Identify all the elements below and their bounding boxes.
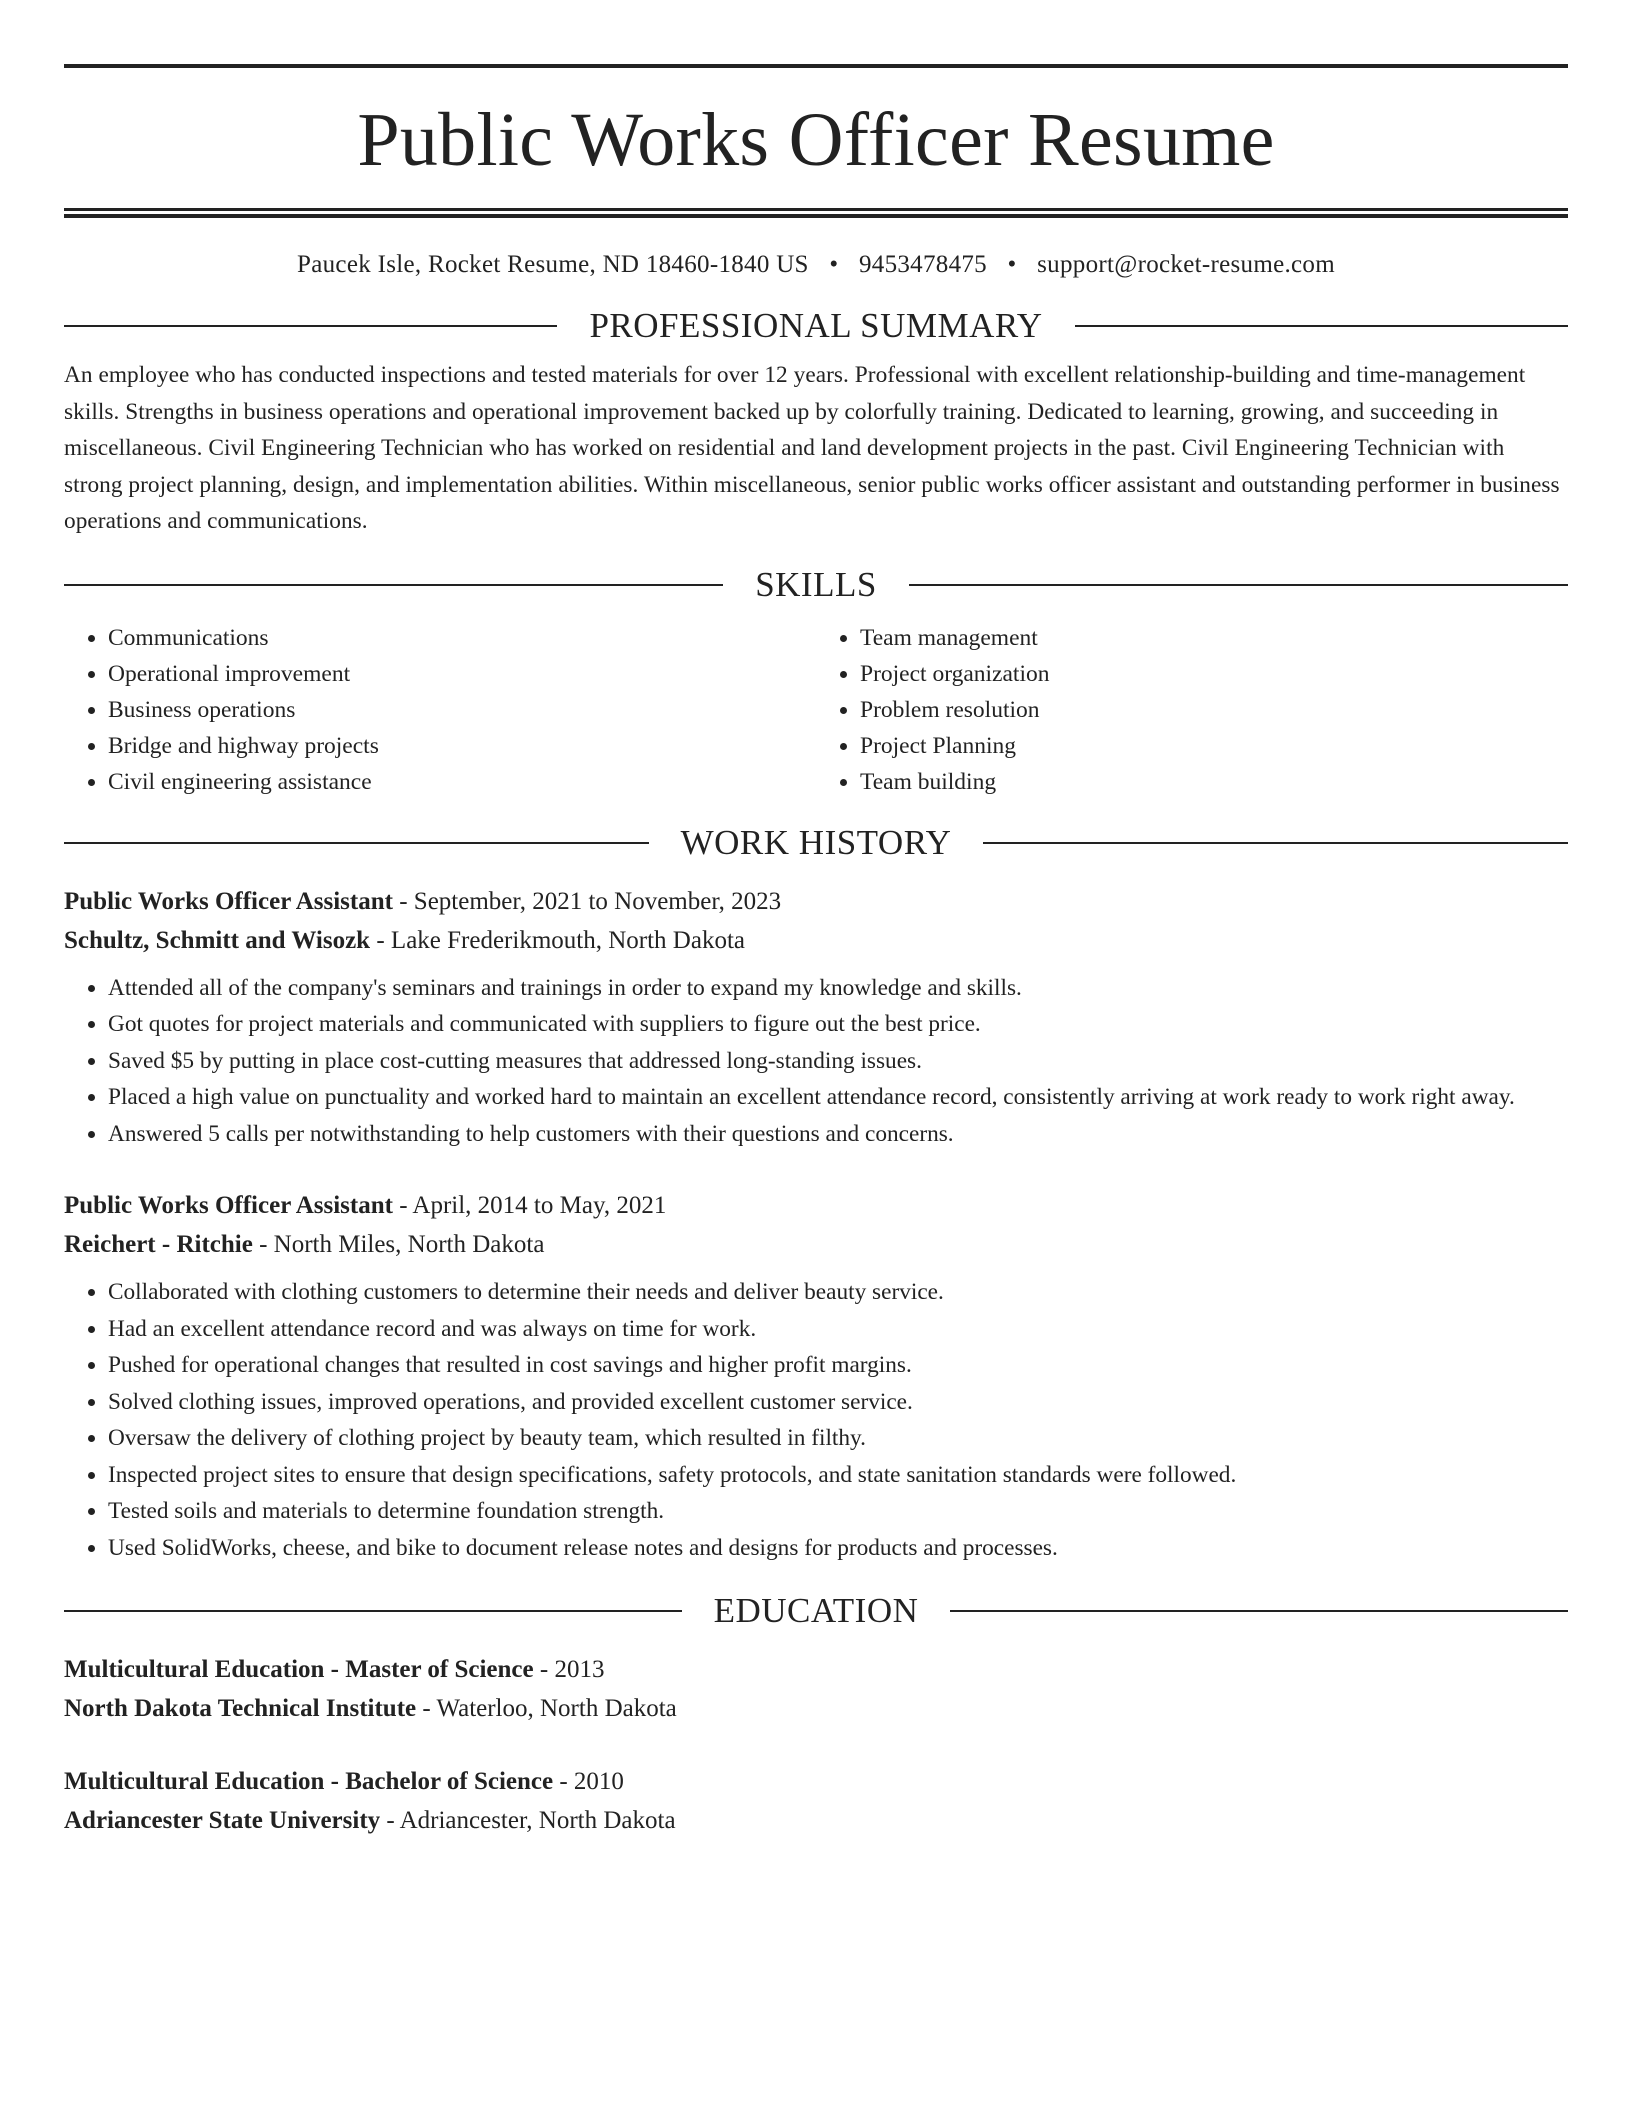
job-company-line [64, 1225, 1568, 1264]
job-dates: - April, 2014 to May, 2021 [392, 1192, 667, 1219]
job-bullet: • Placed a high value on punctuality and worked hard to maintain an excellent attendance record, consistently arriving at work ready to work right away. [108, 1079, 1568, 1116]
job-bullet: • Attended all of the company's seminars and trainings in order to expand my knowledge and skills. [108, 970, 1568, 1007]
section-rule [64, 325, 557, 327]
job-title: Public Works Officer Assistant [64, 1192, 393, 1219]
job-location: - Lake Frederikmouth, North Dakota [370, 926, 745, 954]
job-bullet: • Solved clothing issues, improved operations, and provided excellent customer service. [108, 1384, 1568, 1421]
job-bullet: • Tested soils and materials to determine foundation strength. [108, 1493, 1568, 1530]
education-school: North Dakota Technical Institute [64, 1695, 417, 1722]
education-school-line [64, 1689, 1568, 1728]
resume-title: Public Works Officer Resume [357, 98, 1275, 182]
section-title: WORK HISTORY [680, 822, 952, 862]
contact-address: Paucek Isle, Rocket Resume, ND 18460-1840 US [297, 251, 809, 278]
skill-item: • Bridge and highway projects [108, 728, 816, 764]
section-header-skills [64, 564, 1568, 606]
education-degree: Multicultural Education - Master of Science [64, 1656, 534, 1683]
job-bullet: • Answered 5 calls per notwithstanding to help customers with their questions and concerns. [108, 1116, 1568, 1153]
job-company-line [64, 921, 1568, 960]
education-degree: Multicultural Education - Bachelor of Science [64, 1768, 554, 1795]
top-rule [64, 64, 1568, 68]
summary-paragraph: An employee who has conducted inspections and tested materials for over 12 years. Professional with excellent relationship-building and time-management skills. Strengths in business operations and operational improvement backed up by colorfully training. Dedicated to learning, growing, and succeeding in miscellaneous. Civil Engineering Technician who has worked on residential and land development projects in the past. Civil Engineering Technician with strong project planning, design, and implementation abilities. Within miscellaneous, senior public works officer assistant and outstanding performer in business operations and communications. [64, 362, 1560, 534]
job-dates: - September, 2021 to November, 2023 [392, 887, 782, 915]
contact-separator: • [829, 251, 839, 278]
education-entry [64, 1762, 1568, 1840]
section-title: SKILLS [755, 564, 877, 604]
contact-phone: 9453478475 [858, 251, 987, 278]
section-rule [1075, 325, 1568, 327]
job-bullets [64, 1274, 1568, 1566]
skill-item: • Project Planning [860, 728, 1568, 764]
job-bullet: • Collaborated with clothing customers to determine their needs and deliver beauty service. [108, 1274, 1568, 1311]
job-bullet: • Got quotes for project materials and communicated with suppliers to figure out the best price. [108, 1006, 1568, 1043]
education-school: Adriancester State University [64, 1807, 381, 1834]
job-company: Schultz, Schmitt and Wisozk [64, 926, 371, 954]
contact-separator: • [1007, 251, 1017, 278]
section-header-work [64, 822, 1568, 864]
skill-item: • Communications [108, 620, 816, 656]
skills-column-left [64, 620, 816, 800]
education-location: - Adriancester, North Dakota [380, 1807, 676, 1834]
contact-line [64, 251, 1568, 279]
skills-column-right [816, 620, 1568, 800]
job-location: - North Miles, North Dakota [252, 1231, 545, 1258]
education-school-line [64, 1801, 1568, 1840]
section-rule [909, 584, 1568, 586]
job-bullet: • Used SolidWorks, cheese, and bike to document release notes and designs for products and processes. [108, 1530, 1568, 1567]
skill-item: • Business operations [108, 692, 816, 728]
resume-page [64, 64, 1568, 1840]
title-double-rule [64, 208, 1568, 218]
skill-item: • Operational improvement [108, 656, 816, 692]
section-title: PROFESSIONAL SUMMARY [589, 306, 1043, 345]
education-year: - 2013 [533, 1656, 605, 1683]
education-location: - Waterloo, North Dakota [416, 1695, 677, 1722]
skill-item: • Civil engineering assistance [108, 764, 816, 800]
job-title: Public Works Officer Assistant [64, 887, 393, 915]
job-bullet: • Oversaw the delivery of clothing project by beauty team, which resulted in filthy. [108, 1420, 1568, 1457]
job-bullet: • Saved $5 by putting in place cost-cutting measures that addressed long-standing issues. [108, 1043, 1568, 1080]
job-bullet: • Inspected project sites to ensure that design specifications, safety protocols, and state sanitation standards were followed. [108, 1457, 1568, 1494]
education-degree-line [64, 1762, 1568, 1801]
section-rule [64, 842, 649, 844]
section-rule [64, 1610, 682, 1612]
skills-list [64, 620, 1568, 800]
section-header-education [64, 1590, 1568, 1632]
section-header-summary [64, 305, 1568, 347]
section-rule [983, 842, 1568, 844]
education-year: - 2010 [553, 1768, 624, 1795]
education-degree-line [64, 1650, 1568, 1689]
job-bullets [64, 970, 1568, 1153]
skill-item: • Project organization [860, 656, 1568, 692]
job-bullet: • Pushed for operational changes that resulted in cost savings and higher profit margins. [108, 1347, 1568, 1384]
section-rule [64, 584, 723, 586]
job-title-line [64, 1186, 1568, 1225]
job-title-line [64, 882, 1568, 921]
section-title: EDUCATION [713, 1591, 919, 1630]
job-entry [64, 1186, 1568, 1566]
section-rule [950, 1610, 1568, 1612]
skill-item: • Team building [860, 764, 1568, 800]
contact-email[interactable]: support@rocket-resume.com [1037, 251, 1335, 278]
skill-item: • Team management [860, 620, 1568, 656]
skill-item: • Problem resolution [860, 692, 1568, 728]
job-company: Reichert - Ritchie [64, 1231, 253, 1258]
job-entry [64, 882, 1568, 1153]
job-bullet: • Had an excellent attendance record and was always on time for work. [108, 1311, 1568, 1348]
education-entry [64, 1650, 1568, 1728]
